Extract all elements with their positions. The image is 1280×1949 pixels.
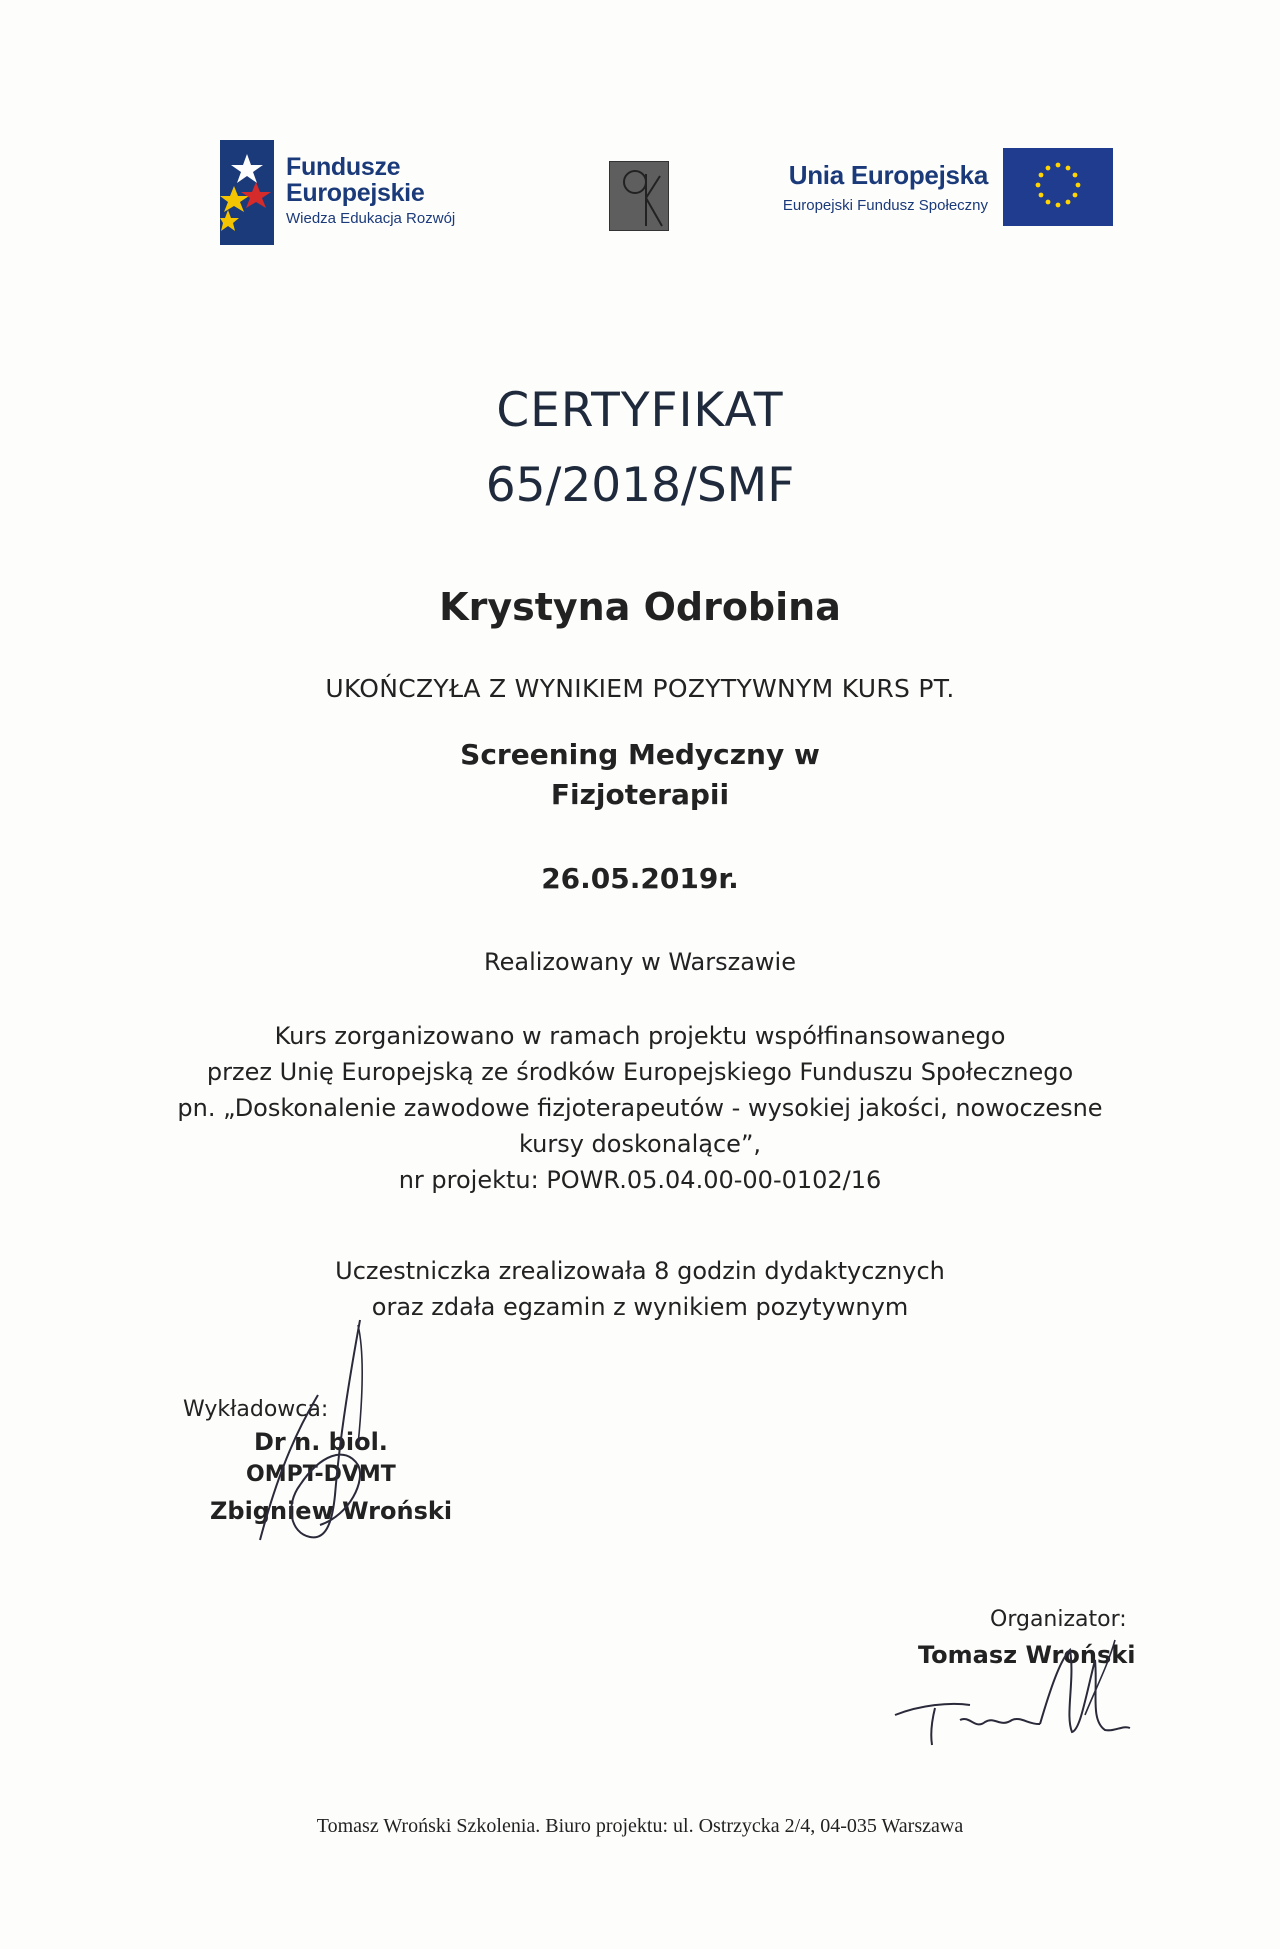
organizer-signature-icon [890, 1620, 1140, 1750]
lecturer-name: Zbigniew Wroński [210, 1497, 453, 1525]
course-title-line2: Fizjoterapii [550, 778, 730, 811]
fe-logo-line2: Europejskie [286, 179, 425, 207]
course-date: 26.05.2019r. [541, 862, 739, 895]
footer-address: Tomasz Wroński Szkolenia. Biuro projektu: ul. Ostrzycka 2/4, 04-035 Warszawa [316, 1815, 964, 1837]
unia-europejska-logo-text [740, 160, 988, 214]
lecturer-degree: Dr n. biol. [254, 1428, 388, 1456]
fundusze-europejskie-logo [220, 140, 500, 245]
description-line: przez Unię Europejską ze środków Europejskiego Funduszu Społecznego [206, 1058, 1074, 1086]
hours-statement [0, 1253, 1280, 1325]
ue-logo-line2: Europejski Fundusz Społeczny [782, 197, 988, 214]
course-title-line1: Screening Medyczny w [460, 738, 820, 771]
lecturer-label: Wykładowca: [183, 1397, 329, 1422]
lecturer-signature-icon [240, 1315, 400, 1555]
hours-line: oraz zdała egzamin z wynikiem pozytywnym [371, 1293, 909, 1321]
fe-flag-icon [220, 140, 274, 245]
hours-line: Uczestniczka zrealizowała 8 godzin dydaktycznych [335, 1257, 945, 1285]
project-description [0, 1018, 1280, 1198]
course-location: Realizowany w Warszawie [484, 948, 796, 976]
completion-statement: UKOŃCZYŁA Z WYNIKIEM POZYTYWNYM KURS PT. [325, 674, 955, 703]
lecturer-certification: OMPT-DVMT [246, 1462, 396, 1487]
description-line: kursy doskonalące”, [518, 1130, 762, 1158]
eu-flag-icon [1003, 148, 1113, 226]
participant-name: Krystyna Odrobina [439, 585, 841, 629]
certificate-number: 65/2018/SMF [485, 458, 795, 513]
fe-logo-line1: Fundusze [286, 153, 401, 181]
organizer-name: Tomasz Wroński [918, 1641, 1136, 1669]
org-emblem-icon [609, 161, 669, 231]
organizer-label: Organizator: [990, 1607, 1127, 1632]
ue-logo-line1: Unia Europejska [788, 160, 988, 190]
description-line: nr projektu: POWR.05.04.00-00-0102/16 [398, 1166, 882, 1194]
description-line: Kurs zorganizowano w ramach projektu współfinansowanego [274, 1022, 1006, 1050]
certificate-title: CERTYFIKAT [496, 383, 784, 438]
fe-logo-tagline: Wiedza Edukacja Rozwój [286, 210, 456, 227]
description-line: pn. „Doskonalenie zawodowe fizjoterapeutów - wysokiej jakości, nowoczesne [177, 1094, 1103, 1122]
